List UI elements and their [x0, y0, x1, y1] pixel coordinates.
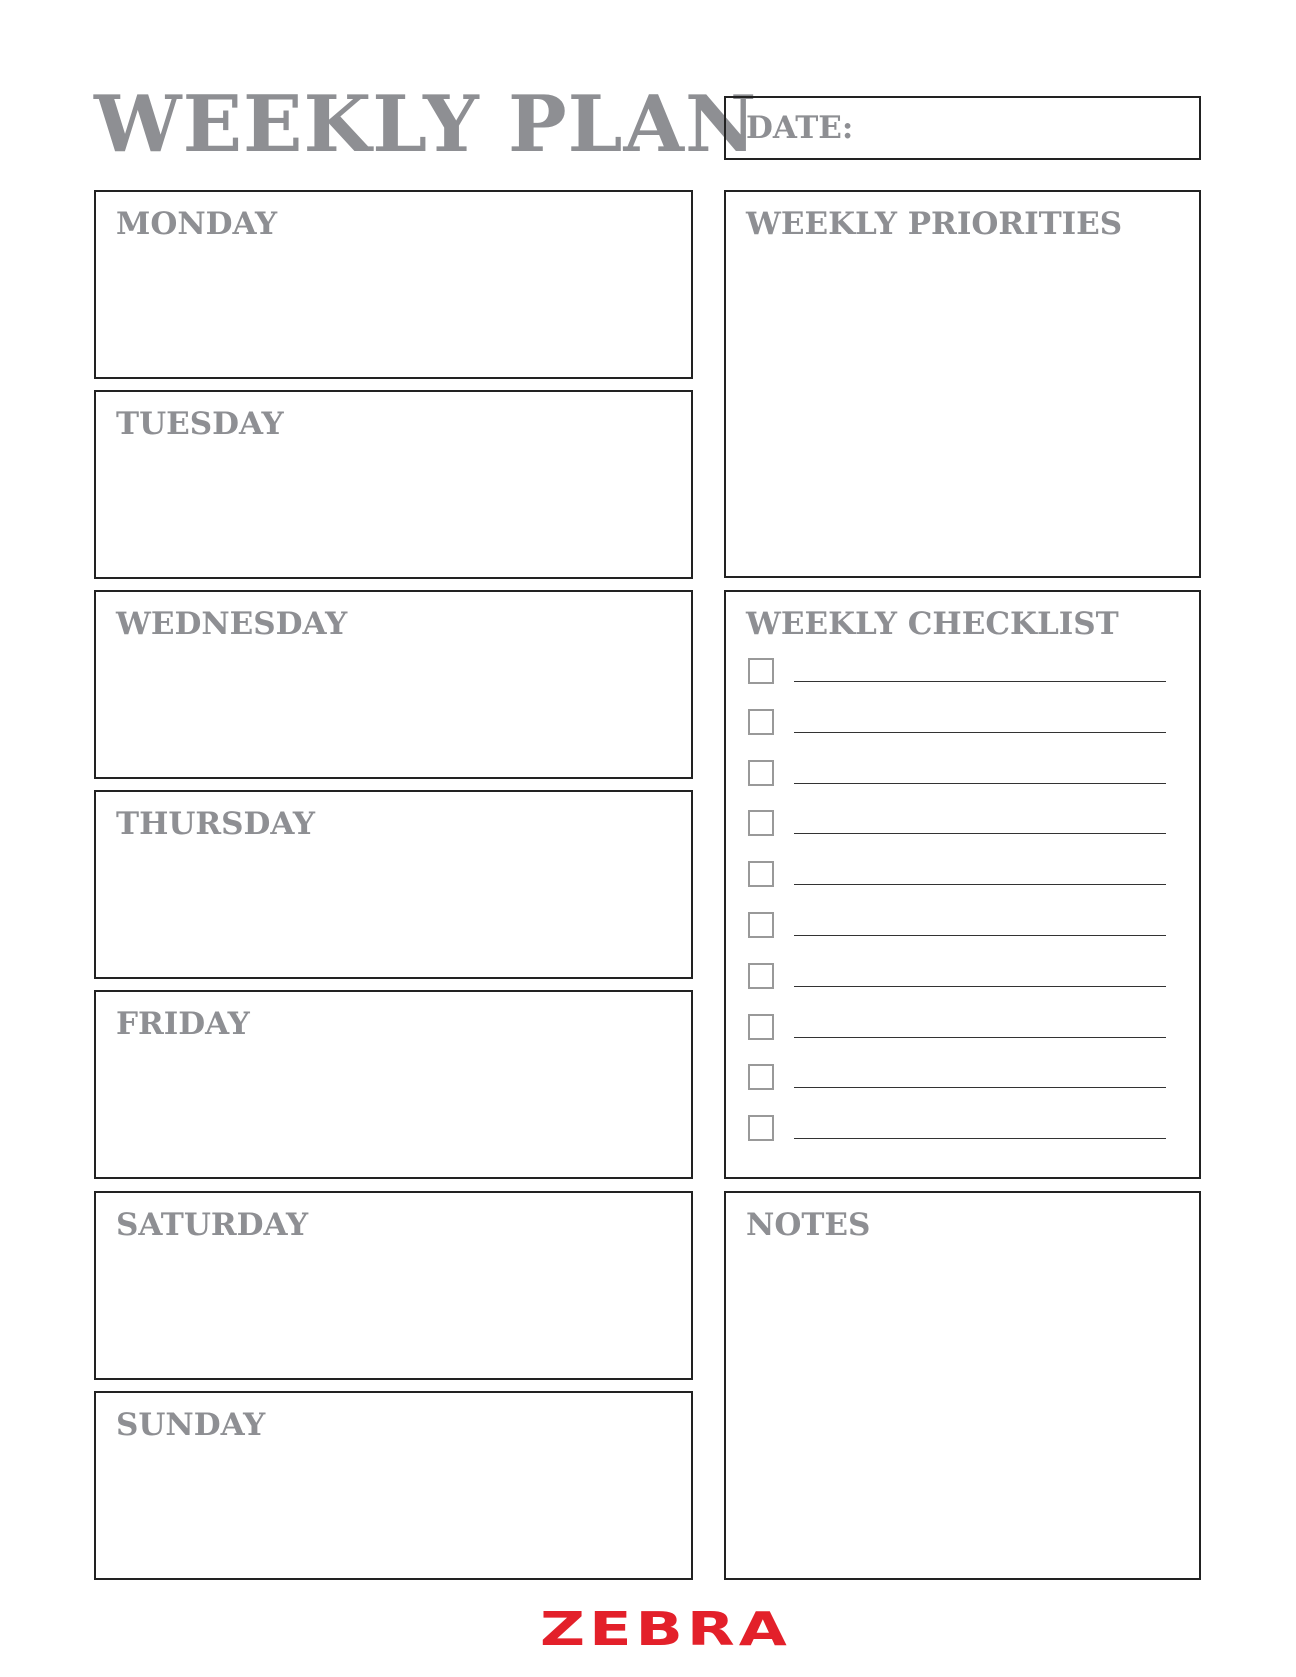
checklist-checkbox[interactable]	[748, 912, 774, 938]
page-title: WEEKLY PLAN	[94, 79, 758, 170]
date-field[interactable]	[724, 96, 1201, 160]
checklist-line[interactable]	[794, 783, 1166, 784]
day-label: WEDNESDAY	[116, 606, 348, 642]
day-label: SUNDAY	[116, 1407, 266, 1443]
checklist-line[interactable]	[794, 1138, 1166, 1139]
notes-label: NOTES	[746, 1207, 871, 1243]
day-box-tuesday[interactable]	[94, 390, 693, 579]
checklist-checkbox[interactable]	[748, 1115, 774, 1141]
day-box-saturday[interactable]	[94, 1191, 693, 1380]
day-label: MONDAY	[116, 206, 278, 242]
checklist-line[interactable]	[794, 935, 1166, 936]
checklist-line[interactable]	[794, 681, 1166, 682]
checklist-checkbox[interactable]	[748, 810, 774, 836]
day-label: TUESDAY	[116, 406, 284, 442]
weekly-priorities-box[interactable]	[724, 190, 1201, 578]
weekly-checklist-label: WEEKLY CHECKLIST	[746, 606, 1119, 642]
checklist-checkbox[interactable]	[748, 1014, 774, 1040]
checklist-line[interactable]	[794, 833, 1166, 834]
checklist-line[interactable]	[794, 884, 1166, 885]
checklist-checkbox[interactable]	[748, 861, 774, 887]
checklist-line[interactable]	[794, 986, 1166, 987]
day-box-monday[interactable]	[94, 190, 693, 379]
day-label: SATURDAY	[116, 1207, 309, 1243]
zebra-logo: ZEBRA	[540, 1602, 791, 1656]
checklist-checkbox[interactable]	[748, 1064, 774, 1090]
checklist-checkbox[interactable]	[748, 760, 774, 786]
day-label: FRIDAY	[116, 1006, 250, 1042]
checklist-line[interactable]	[794, 1087, 1166, 1088]
day-box-sunday[interactable]	[94, 1391, 693, 1580]
day-box-thursday[interactable]	[94, 790, 693, 979]
checklist-line[interactable]	[794, 1037, 1166, 1038]
date-label: DATE:	[746, 110, 854, 146]
day-box-friday[interactable]	[94, 990, 693, 1179]
checklist-line[interactable]	[794, 732, 1166, 733]
checklist-checkbox[interactable]	[748, 963, 774, 989]
notes-box[interactable]	[724, 1191, 1201, 1580]
checklist-checkbox[interactable]	[748, 709, 774, 735]
day-box-wednesday[interactable]	[94, 590, 693, 779]
weekly-checklist-box	[724, 590, 1201, 1179]
day-label: THURSDAY	[116, 806, 316, 842]
weekly-priorities-label: WEEKLY PRIORITIES	[746, 206, 1123, 242]
checklist-checkbox[interactable]	[748, 658, 774, 684]
